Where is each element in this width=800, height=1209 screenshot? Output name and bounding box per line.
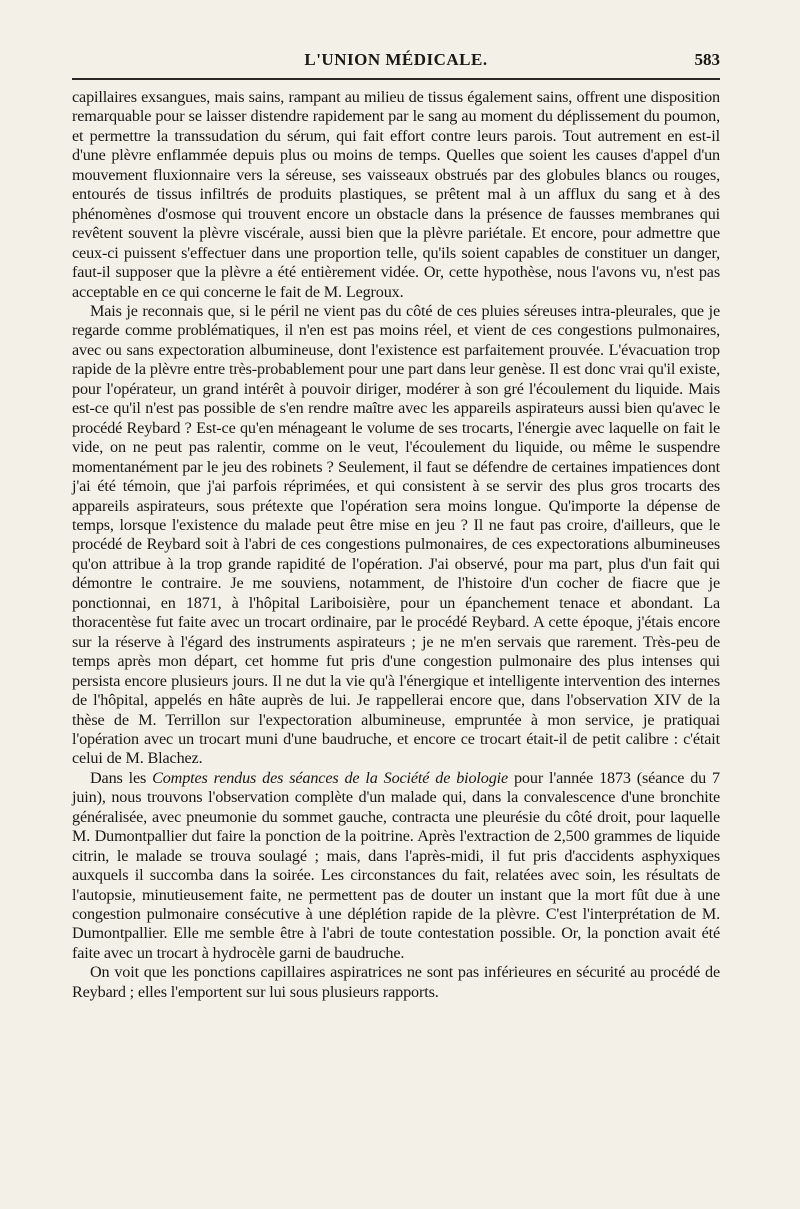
paragraph-1-text: capillaires exsangues, mais sains, rampant au milieu de tissus également sains, offrent une disposition remarquable pour se laisser distendre rapidement par le sang au moment du déplissement du poumon, et permettre la transsudation du sérum, qui fait effort contre leurs parois. Tout autrement en est-il d'une plèvre enflammée depuis plus ou moins de temps. Quelles que soient les causes d'appel d'un mouvement fluxionnaire vers la séreuse, ses vaisseaux obstrués par des globules blancs ou rouges, entourés de tissus infiltrés de produits plastiques, se prêtent mal à un afflux du sang et à des phénomènes d'osmose qui trouvent encore un obstacle dans la présence de fausses membranes qui revêtent souvent la plèvre viscérale, aussi bien que la plèvre pariétale. Et encore, pour admettre que ceux-ci puissent s'effectuer dans une proportion telle, qu'ils soient capables de constituer un danger, faut-il supposer que la plèvre a été entièrement vidée. Or, cette hypothèse, nous l'avons vu, n'est pas acceptable en ce qui concerne le fait de M. Legroux. [72, 88, 720, 301]
paragraph-3-text: pour l'année 1873 (séance du 7 juin), nous trouvons l'observation complète d'un malade qui, dans la convalescence d'une bronchite généralisée, avec pneumonie du sommet gauche, contracta une pleurésie du côté droit, pour laquelle M. Dumontpallier dut faire la ponction de la poitrine. Après l'extraction de 2,500 grammes de liquide citrin, le malade se trouva soulagé ; mais, dans l'après-midi, il fut pris d'accidents asphyxiques auxquels il succomba dans la soirée. Les circonstances du fait, relatées avec soin, les résultats de l'autopsie, minutieusement faite, ne permettent pas de douter un instant que la mort fût due à une congestion pulmonaire consécutive à une déplétion rapide de la plèvre. C'est l'interprétation de M. Dumontpallier. Elle me semble être à l'abri de toute contestation possible. Or, la ponction avait été faite avec un trocart à hydrocèle garni de baudruche. [72, 768, 720, 962]
book-page [72, 50, 720, 1002]
page-number: 583 [694, 50, 720, 69]
running-title: L'UNION MÉDICALE. [304, 50, 488, 69]
journal-title: Comptes rendus des séances de la Société de biologie [152, 768, 509, 787]
paragraph-4-text: On voit que les ponctions capillaires aspiratrices ne sont pas inférieures en sécurité au procédé de Reybard ; elles l'emportent sur lui sous plusieurs rapports. [72, 963, 720, 1001]
paragraph-2-text: Mais je reconnais que, si le péril ne vient pas du côté de ces pluies séreuses intra-pleurales, que je regarde comme problématiques, il n'en est pas moins réel, et vient de ces congestions pulmonaires, avec ou sans expectoration albumineuse, dont l'existence est parfaitement prouvée. L'évacuation trop rapide de la plèvre entre très-probablement pour une part dans leur genèse. Il est donc vrai qu'il existe, pour l'opérateur, un grand intérêt à pouvoir diriger, modérer à son gré l'écoulement du liquide. Mais est-ce qu'il n'est pas possible de s'en rendre maître avec les appareils aspirateurs aussi bien qu'avec le procédé Reybard ? Est-ce qu'en ménageant le volume de ses trocarts, l'énergie avec laquelle on fait le vide, on ne peut pas ralentir, comme on le veut, l'écoulement du liquide, ou même le suspendre momentanément par le jeu des robinets ? Seulement, il faut se défendre de certaines impatiences dont j'ai été témoin, que j'ai parfois réprimées, et qui consistent à se servir des plus gros trocarts des appareils aspirateurs, sous prétexte que l'opération sera moins longue. Qu'importe la dépense de temps, lorsque l'existence du malade peut être mise en jeu ? Il ne faut pas croire, d'ailleurs, que le procédé de Reybard soit à l'abri de ces congestions pulmonaires, de ces expectorations albumineuses qu'on attribue à la trop grande rapidité de l'opération. J'ai observé, pour ma part, plus d'un fait qui démontre le contraire. Je me souviens, notamment, de l'histoire d'un cocher de fiacre que je ponctionnai, en 1871, à l'hôpital Lariboisière, pour un épanchement tenace et abondant. La thoracentèse fut faite avec un trocart ordinaire, par le procédé Reybard. A cette époque, j'étais encore sur la réserve à l'égard des instruments aspirateurs ; je ne m'en servais que rarement. Très-peu de temps après mon départ, cet homme fut pris d'une congestion pulmonaire des plus intenses qui persista encore plusieurs jours. Il ne dut la vie qu'à l'énergique et intelligente intervention des internes de l'hôpital, appelés en hâte auprès de lui. Je rappellerai encore que, dans l'observation XIV de la thèse de M. Terrillon sur l'expectoration albumineuse, empruntée à mon service, je pratiquai l'opération avec un trocart muni d'une baudruche, et encore ce trocart était-il de petit calibre : c'était celui de M. Blachez. [72, 301, 720, 768]
paragraph-3 [72, 769, 720, 964]
header-rule [72, 78, 720, 80]
page-header [72, 50, 720, 78]
paragraph-4 [72, 963, 720, 1002]
body-text [72, 88, 720, 1002]
paragraph-3-lead: Dans les [90, 768, 153, 787]
paragraph-2 [72, 302, 720, 769]
paragraph-1 [72, 88, 720, 302]
